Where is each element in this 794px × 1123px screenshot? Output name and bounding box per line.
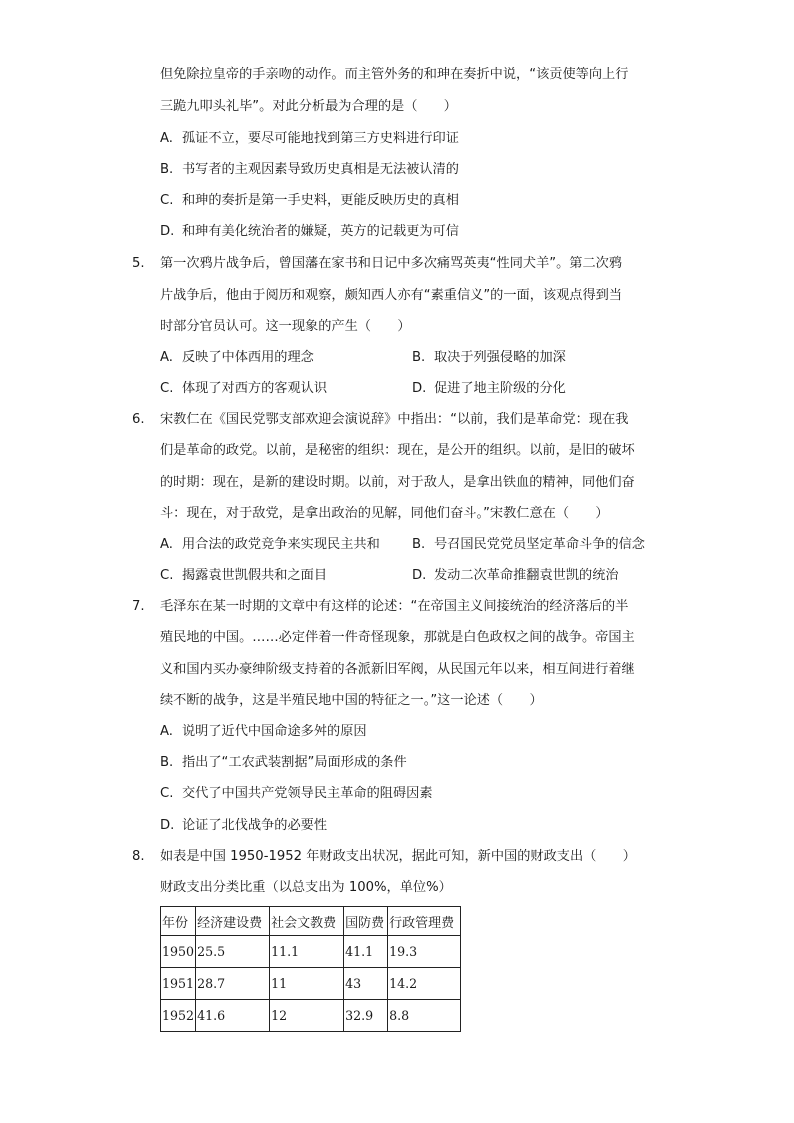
option-text: 孤证不立，要尽可能地找到第三方史料进行印证 [182,131,459,146]
table-cell: 11 [270,968,344,1000]
q4-option-a [160,130,459,148]
q7-stem-line-4: 续不断的战争，这是半殖民地中国的特征之一。”这一论述（ ） [160,693,543,708]
finance-table [160,906,461,1032]
option-text: 交代了中国共产党领导民主革命的阻碍因素 [182,786,433,801]
option-text: 发动二次革命推翻袁世凯的统治 [434,568,619,583]
q7-option-c [160,785,433,803]
header-cell: 行政管理费 [388,907,461,936]
table-row [161,1000,461,1032]
option-text: 体现了对西方的客观认识 [182,381,328,396]
q6-stem-line-1: 宋教仁在《国民党鄂支部欢迎会演说辞》中指出：“以前，我们是革命党：现在我 [160,412,629,427]
option-text: 论证了北伐战争的必要性 [182,818,328,833]
header-cell: 经济建设费 [196,907,270,936]
option-text: 取决于列强侵略的加深 [434,350,566,365]
q6-stem-line-2: 们是革命的政党。以前，是秘密的组织：现在，是公开的组织。以前，是旧的破坏 [160,443,635,458]
option-letter: C. [160,193,174,208]
header-cell: 社会文教费 [270,907,344,936]
option-letter: B. [160,162,174,177]
q5-number: 5. [132,256,145,271]
option-text: 揭露袁世凯假共和之面目 [182,568,328,583]
q7-option-a [160,723,367,741]
option-text: 说明了近代中国命途多舛的原因 [182,724,367,739]
q5-option-a [160,349,314,367]
q5-stem-line-1: 第一次鸦片战争后，曾国藩在家书和日记中多次痛骂英夷“性同犬羊”。第二次鸦 [160,256,623,271]
option-text: 号召国民党党员坚定革命斗争的信念 [434,537,645,552]
option-text: 指出了“工农武装割据”局面形成的条件 [182,755,407,770]
q4-option-d [160,223,459,241]
option-text: 和珅的奏折是第一手史料，更能反映历史的真相 [182,193,459,208]
option-letter: C. [160,786,174,801]
table-cell: 43 [344,968,388,1000]
q5-option-b [412,349,566,367]
q5-option-d [412,380,566,398]
q5-stem-line-2: 片战争后，他由于阅历和观察，颇知西人亦有“素重信义”的一面，该观点得到当 [160,288,623,303]
option-text: 书写者的主观因素导致历史真相是无法被认清的 [182,162,459,177]
q7-stem-line-3: 义和国内买办豪绅阶级支持着的各派新旧军阀，从民国元年以来，相互间进行着继 [160,662,635,677]
q8-stem-line-1: 如表是中国 1950-1952 年财政支出状况，据此可知，新中国的财政支出（ ） [160,849,636,864]
header-cell: 年份 [161,907,196,936]
option-letter: C. [160,568,174,583]
q4-option-b [160,161,459,179]
option-letter: A. [160,350,173,365]
table-row [161,936,461,968]
table-cell: 41.1 [344,936,388,968]
q5-stem-line-3: 时部分官员认可。这一现象的产生（ ） [160,319,411,334]
table-cell: 32.9 [344,1000,388,1032]
table-cell: 11.1 [270,936,344,968]
header-cell: 国防费 [344,907,388,936]
q7-option-b [160,754,407,772]
table-cell: 1952 [161,1000,196,1032]
table-cell: 28.7 [196,968,270,1000]
table-cell: 14.2 [388,968,461,1000]
table-cell: 19.3 [388,936,461,968]
option-letter: A. [160,131,173,146]
option-letter: D. [412,381,427,396]
q6-number: 6. [132,412,145,427]
q5-option-c [160,380,327,398]
q6-option-b [412,536,645,554]
table-header-row [161,907,461,936]
option-letter: A. [160,724,173,739]
option-letter: A. [160,537,173,552]
q4-stem-line-1: 但免除拉皇帝的手亲吻的动作。而主管外务的和珅在奏折中说，“该贡使等向上行 [160,67,629,82]
q7-stem-line-2: 殖民地的中国。……必定伴着一件奇怪现象，那就是白色政权之间的战争。帝国主 [160,630,635,645]
table-cell: 8.8 [388,1000,461,1032]
q6-stem-line-3: 的时期：现在，是新的建设时期。以前，对于敌人，是拿出铁血的精神，同他们奋 [160,475,635,490]
option-letter: D. [160,224,175,239]
option-letter: B. [412,350,426,365]
table-cell: 12 [270,1000,344,1032]
q7-option-d [160,817,327,835]
q8-table-caption: 财政支出分类比重（以总支出为 100%，单位%） [160,880,452,895]
option-text: 用合法的政党竞争来实现民主共和 [182,537,380,552]
q6-option-d [412,567,619,585]
option-text: 促进了地主阶级的分化 [434,381,566,396]
q6-stem-line-4: 斗：现在，对于敌党，是拿出政治的见解，同他们奋斗。”宋教仁意在（ ） [160,506,609,521]
option-text: 和珅有美化统治者的嫌疑，英方的记载更为可信 [182,224,459,239]
q4-stem-line-2: 三跪九叩头礼毕”。对此分析最为合理的是（ ） [160,99,457,114]
option-letter: D. [412,568,427,583]
q7-stem-line-1: 毛泽东在某一时期的文章中有这样的论述：“在帝国主义间接统治的经济落后的半 [160,599,629,614]
option-letter: C. [160,381,174,396]
option-letter: B. [160,755,174,770]
q7-number: 7. [132,599,145,614]
table-cell: 25.5 [196,936,270,968]
q4-option-c [160,192,459,210]
table-cell: 1951 [161,968,196,1000]
table-cell: 41.6 [196,1000,270,1032]
option-text: 反映了中体西用的理念 [182,350,314,365]
table-cell: 1950 [161,936,196,968]
q8-number: 8. [132,849,145,864]
q6-option-c [160,567,327,585]
option-letter: B. [412,537,426,552]
table-row [161,968,461,1000]
q6-option-a [160,536,380,554]
option-letter: D. [160,818,175,833]
